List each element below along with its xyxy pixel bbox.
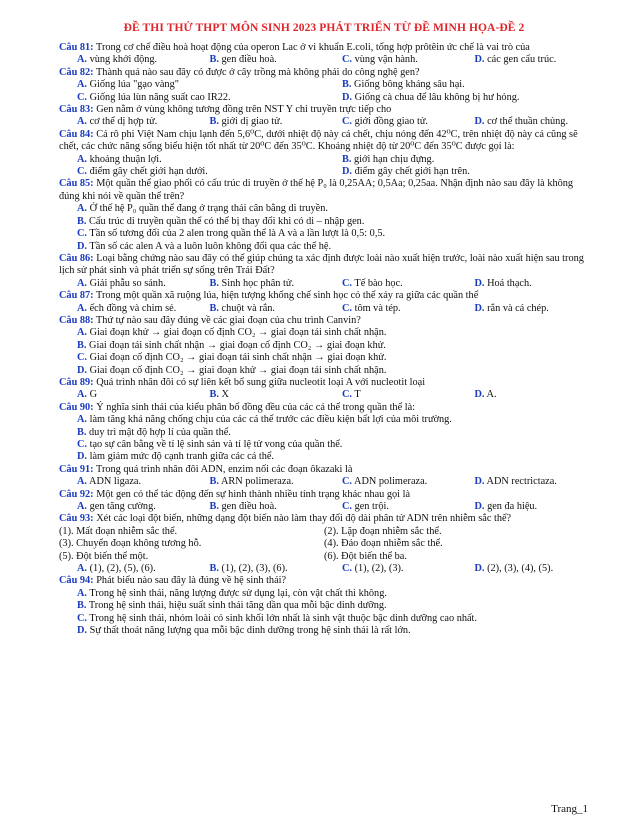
option-text: làm giảm mức độ cạnh tranh giữa các cá thể. (89, 451, 275, 463)
question-stem (59, 377, 589, 389)
option-text: gen tăng cường. (89, 501, 156, 513)
option-text: gen đa hiệu. (487, 501, 538, 513)
answer-option[interactable] (59, 241, 589, 253)
option-text: vùng khởi động. (89, 54, 158, 66)
answer-option[interactable] (324, 278, 457, 290)
statement-item: (6). Đột biến thể ba. (324, 550, 407, 562)
option-letter: C. (342, 54, 353, 66)
option-text: Giai đoạn cố định CO₂ → giai đoạn tái sinh chất nhận → giai đoạn khử. (89, 352, 387, 364)
question-text: Một quần thể giao phối có cấu trúc di truyền ở thế hệ P₀ là 0,25AA; 0,5Aa; 0,25aa. Nhận định nào sau đây là không đúng khi nói về quần thể trên? (59, 178, 574, 202)
statement-list (59, 526, 589, 563)
answer-option[interactable] (457, 278, 590, 290)
question-text: Trong quá trình nhân đôi ADN, enzim nối các đoạn ôkazaki là (96, 463, 353, 475)
question-number: Câu 81: (59, 42, 94, 53)
option-letter: A. (77, 587, 88, 599)
statement-item: (5). Đột biến thể một. (59, 550, 149, 562)
answer-option[interactable] (59, 154, 324, 166)
answer-options (59, 389, 589, 401)
answer-option[interactable] (192, 501, 325, 513)
option-text: Giai đoạn cố định CO₂ → giai đoạn khử → giai đoạn tái sinh chất nhận. (89, 364, 387, 376)
answer-option[interactable] (192, 303, 325, 315)
question-stem (59, 315, 589, 327)
option-letter: D. (77, 625, 88, 637)
option-text: chuột và rắn. (221, 302, 275, 314)
option-text: Cấu trúc di truyền quần thể có thể bị thay đổi khi có di – nhập gen. (89, 215, 365, 227)
option-letter: C. (342, 563, 353, 575)
question-number: Câu 84: (59, 128, 94, 140)
question-stem (59, 489, 589, 501)
option-letter: B. (209, 389, 219, 401)
answer-options (59, 563, 589, 575)
answer-option[interactable] (192, 563, 325, 575)
answer-option[interactable] (59, 563, 192, 575)
option-letter: A. (77, 414, 88, 426)
question-block (59, 129, 589, 179)
statement-item: (1). Mất đoạn nhiễm sắc thể. (59, 525, 178, 537)
question-list (59, 42, 589, 638)
option-letter: D. (474, 277, 485, 289)
option-letter: B. (209, 54, 219, 66)
page-footer: Trang_1 (551, 803, 588, 815)
option-letter: A. (77, 203, 88, 215)
answer-options (59, 116, 589, 128)
option-text: (1), (2), (3), (6). (221, 563, 288, 575)
answer-option[interactable] (59, 600, 589, 612)
question-number: Câu 88: (59, 314, 94, 326)
statement-item: (3). Chuyển đoạn không tương hỗ. (59, 538, 202, 550)
option-letter: D. (474, 302, 485, 314)
option-text: khoảng thuận lợi. (89, 153, 162, 165)
option-letter: B. (209, 302, 219, 314)
question-stem (59, 67, 589, 79)
question-stem (59, 129, 589, 154)
option-text: Giống lúa "gạo vàng" (89, 79, 179, 91)
option-letter: B. (342, 153, 352, 165)
option-letter: B. (209, 116, 219, 128)
question-block (59, 402, 589, 464)
option-text: Trong hệ sinh thái, hiệu suất sinh thái tăng dần qua mỗi bậc dinh dưỡng. (88, 600, 387, 612)
question-block (59, 377, 589, 402)
statement-item: (2). Lặp đoạn nhiễm sắc thể. (324, 525, 442, 537)
question-text: Trong một quần xã ruộng lúa, hiện tượng khống chế sinh học có thể xảy ra giữa các quần thể (96, 290, 479, 302)
option-letter: A. (77, 302, 88, 314)
question-stem (59, 253, 589, 278)
option-letter: A. (77, 563, 88, 575)
option-text: Giai đoạn khử → giai đoạn cố định CO₂ → giai đoạn tái sinh chất nhận. (89, 327, 387, 339)
option-text: Tần số tương đối của 2 alen trong quần thể là A và a lần lượt là 0,5: 0,5. (89, 228, 386, 240)
answer-option[interactable] (324, 54, 457, 66)
question-text: Ý nghĩa sinh thái của kiểu phân bố đồng đều của các cá thể trong quần thể là: (96, 401, 416, 413)
exam-title: ĐỀ THI THỬ THPT MÔN SINH 2023 PHÁT TRIỂN TỪ ĐỀ MINH HỌA-ĐỀ 2 (123, 22, 525, 34)
answer-option[interactable] (457, 389, 590, 401)
option-text: X (221, 389, 229, 401)
option-text: (2), (3), (4), (5). (487, 563, 554, 575)
question-text: Cá rô phi Việt Nam chịu lạnh đến 5,6⁰C, dưới nhiệt độ này cá chết, chịu nóng đến 42⁰C, trên nhiệt độ này cá cũng sẽ chết, các chức năng sống biểu hiện tốt nhất từ 20⁰C đến 35⁰C. Khoảng nhiệt độ từ 20⁰C đến 35⁰C được gọi là: (59, 128, 578, 153)
option-letter: C. (77, 91, 88, 103)
answer-option[interactable] (59, 203, 589, 215)
option-text: điểm gây chết giới hạn dưới. (89, 166, 208, 178)
option-letter: C. (77, 352, 88, 364)
answer-option[interactable] (59, 278, 192, 290)
answer-option[interactable] (457, 501, 590, 513)
option-text: gen điều hoà. (221, 501, 277, 513)
answer-option[interactable] (192, 54, 325, 66)
question-text: Phát biểu nào sau đây là đúng về hệ sinh thái? (96, 575, 287, 587)
option-letter: C. (77, 612, 88, 624)
option-text: Tế bào học. (354, 277, 403, 289)
question-block (59, 464, 589, 489)
option-text: giới hạn chịu đựng. (354, 153, 435, 165)
answer-option[interactable] (457, 303, 590, 315)
answer-option[interactable] (59, 414, 589, 426)
question-text: Một gen có thể tác động đến sự hình thành nhiều tính trạng khác nhau gọi là (96, 488, 411, 500)
option-text: Ở thế hệ P₀ quần thể đang ở trạng thái cân bằng di truyền. (89, 203, 328, 215)
question-block (59, 42, 589, 67)
question-block (59, 315, 589, 377)
question-number: Câu 93: (59, 513, 94, 525)
answer-options (59, 278, 589, 290)
answer-options (59, 501, 589, 513)
option-text: ếch đồng và chim sẻ. (89, 302, 177, 314)
answer-option[interactable] (59, 476, 192, 488)
option-text: Giống cà chua để lâu không bị hư hỏng. (354, 91, 520, 103)
option-text: Tần số các alen A và a luôn luôn không đổi qua các thế hệ. (89, 240, 332, 252)
answer-option[interactable] (192, 389, 325, 401)
option-letter: B. (77, 426, 87, 438)
question-text: Thứ tự nào sau đây đúng về các giai đoạn của chu trình Canvin? (96, 314, 361, 326)
option-text: rắn và cá chép. (487, 302, 549, 314)
question-number: Câu 85: (59, 178, 94, 190)
option-text: giới đồng giao tử. (354, 116, 428, 128)
question-number: Câu 83: (59, 104, 94, 116)
exam-page (59, 18, 589, 638)
question-block (59, 67, 589, 104)
answer-options (59, 154, 589, 179)
question-stem (59, 575, 589, 587)
answer-option[interactable] (59, 327, 589, 339)
option-text: gen điều hoà. (221, 54, 277, 66)
option-text: điểm gây chết giới hạn trên. (354, 166, 470, 178)
answer-option[interactable] (59, 340, 589, 352)
question-text: Gen nằm ở vùng không tương đồng trên NST Y chỉ truyền trực tiếp cho (96, 104, 392, 116)
option-text: ADN rectrictaza. (486, 476, 557, 488)
answer-options (59, 327, 589, 377)
answer-options (59, 54, 589, 66)
answer-option[interactable] (324, 154, 589, 166)
question-text: Trong cơ chế điều hoà hoạt động của operon Lac ở vi khuẩn E.coli, tổng hợp prôtêin ức chế là vai trò của (96, 42, 530, 53)
option-text: T (354, 389, 361, 401)
answer-option[interactable] (192, 116, 325, 128)
option-letter: C. (77, 166, 88, 178)
question-stem (59, 178, 589, 203)
question-text: Quá trình nhân đôi có sự liên kết bổ sung giữa nucleotit loại A với nucleotit loại (96, 376, 426, 388)
question-text: Thành quả nào sau đây có được ở cây trồng mà không phải do công nghệ gen? (96, 66, 420, 78)
option-text: Giống bông kháng sâu hại. (354, 79, 465, 91)
question-text: Loại bằng chứng nào sau đây có thể giúp chúng ta xác định được loài nào xuất hiện trước, loài nào xuất hiện sau trong lịch sử phát sinh và phát triển sự sống trên Trái Đất? (59, 252, 584, 277)
question-text: Xét các loại đột biến, những dạng đột biến nào làm thay đổi độ dài phân tử ADN trên nhiễm sắc thể? (96, 513, 512, 525)
option-text: cơ thể thuần chủng. (487, 116, 569, 128)
option-text: Trong hệ sinh thái, nhóm loài có sinh khối lớn nhất là sinh vật thuộc bậc dinh dưỡng cao nhất. (89, 612, 477, 624)
option-letter: D. (77, 240, 88, 252)
option-letter: A. (77, 476, 88, 488)
option-letter: B. (209, 476, 219, 488)
option-letter: D. (474, 116, 485, 128)
option-letter: B. (77, 215, 87, 227)
question-number: Câu 89: (59, 376, 94, 388)
question-number: Câu 82: (59, 66, 94, 78)
answer-option[interactable] (59, 352, 589, 364)
option-text: Giống lúa lùn năng suất cao IR22. (89, 91, 231, 103)
option-text: (1), (2), (5), (6). (89, 563, 156, 575)
option-text: A. (486, 389, 497, 401)
option-text: tạo sự cân bằng về tỉ lệ sinh sản và tỉ lệ tử vong của quần thể. (89, 439, 343, 450)
option-text: Giai đoạn tái sinh chất nhận → giai đoạn cố định CO₂ → giai đoạn khử. (89, 339, 386, 351)
answer-option[interactable] (59, 54, 192, 66)
answer-option[interactable] (192, 278, 325, 290)
answer-option[interactable] (324, 92, 589, 104)
option-letter: B. (77, 339, 87, 351)
question-block (59, 178, 589, 252)
question-number: Câu 87: (59, 290, 94, 302)
answer-options (59, 303, 589, 315)
question-stem (59, 513, 589, 525)
option-letter: A. (77, 116, 88, 128)
option-letter: A. (77, 389, 88, 401)
option-letter: B. (209, 563, 219, 575)
answer-options (59, 476, 589, 488)
answer-option[interactable] (324, 116, 457, 128)
option-text: làm tăng khả năng chống chịu của các cá thể trước các điều kiện bất lợi của môi trường. (89, 414, 452, 426)
answer-option[interactable] (59, 501, 192, 513)
option-text: Sự thất thoát năng lượng qua mỗi bậc dinh dưỡng trong hệ sinh thái là rất lớn. (89, 625, 411, 637)
answer-option[interactable] (59, 365, 589, 377)
question-number: Câu 92: (59, 488, 94, 500)
option-letter: D. (342, 91, 353, 103)
answer-option[interactable] (59, 216, 589, 228)
option-letter: A. (77, 501, 88, 513)
answer-options (59, 588, 589, 638)
option-text: giới dị giao tử. (221, 116, 283, 128)
option-letter: D. (474, 54, 485, 66)
option-letter: C. (342, 476, 353, 488)
answer-options (59, 414, 589, 464)
question-block (59, 253, 589, 290)
answer-option[interactable] (192, 476, 325, 488)
option-letter: C. (342, 116, 353, 128)
option-text: vùng vận hành. (354, 54, 418, 66)
answer-option[interactable] (457, 54, 590, 66)
answer-option[interactable] (59, 588, 589, 600)
option-letter: D. (77, 451, 88, 463)
option-letter: A. (77, 277, 88, 289)
option-text: duy trì mật độ hợp lí của quần thể. (89, 426, 231, 438)
answer-option[interactable] (457, 563, 590, 575)
option-letter: A. (77, 54, 88, 66)
option-letter: D. (77, 364, 88, 376)
option-text: gen trội. (354, 501, 389, 513)
question-number: Câu 91: (59, 463, 94, 475)
option-letter: A. (77, 153, 88, 165)
answer-option[interactable] (324, 166, 589, 178)
question-stem (59, 402, 589, 414)
option-letter: D. (474, 563, 485, 575)
question-number: Câu 86: (59, 252, 94, 264)
statement-item: (4). Đảo đoạn nhiễm sắc thể. (324, 538, 443, 550)
question-block (59, 290, 589, 315)
option-text: cơ thể dị hợp tử. (89, 116, 158, 128)
option-text: ADN ligaza. (89, 476, 142, 488)
option-letter: C. (342, 277, 353, 289)
option-text: (1), (2), (3). (354, 563, 404, 575)
option-letter: C. (77, 228, 88, 240)
option-text: Trong hệ sinh thái, năng lượng được sử dụng lại, còn vật chất thì không. (89, 587, 387, 599)
option-text: Hoá thạch. (487, 277, 532, 289)
option-text: ADN polimeraza. (354, 476, 428, 488)
question-stem (59, 290, 589, 302)
answer-options (59, 203, 589, 253)
answer-option[interactable] (59, 116, 192, 128)
answer-option[interactable] (324, 389, 457, 401)
option-text: G (89, 389, 98, 401)
option-letter: C. (342, 389, 353, 401)
option-text: Giải phẫu so sánh. (89, 277, 166, 289)
answer-option[interactable] (324, 563, 457, 575)
question-block (59, 489, 589, 514)
answer-option[interactable] (59, 389, 192, 401)
answer-option[interactable] (59, 303, 192, 315)
option-letter: B. (209, 501, 219, 513)
option-letter: D. (342, 166, 353, 178)
answer-option[interactable] (324, 501, 457, 513)
question-block (59, 575, 589, 637)
option-letter: D. (474, 389, 485, 401)
question-stem (59, 42, 589, 54)
option-letter: C. (342, 302, 353, 314)
option-text: tôm và tép. (354, 302, 401, 314)
option-letter: C. (342, 501, 353, 513)
answer-option[interactable] (59, 92, 324, 104)
answer-option[interactable] (59, 166, 324, 178)
question-block (59, 104, 589, 129)
question-block (59, 513, 589, 575)
answer-option[interactable] (324, 476, 457, 488)
option-letter: B. (342, 79, 352, 91)
option-letter: D. (474, 476, 485, 488)
answer-option[interactable] (457, 476, 590, 488)
answer-options (59, 79, 589, 104)
option-letter: A. (77, 79, 88, 91)
answer-option[interactable] (59, 79, 324, 91)
answer-option[interactable] (59, 625, 589, 637)
answer-option[interactable] (59, 228, 589, 240)
option-text: Sinh học phân tử. (221, 277, 295, 289)
option-letter: B. (77, 600, 87, 612)
option-text: ARN polimeraza. (220, 476, 294, 488)
answer-option[interactable] (457, 116, 590, 128)
option-letter: A. (77, 327, 88, 339)
question-stem (59, 104, 589, 116)
option-text: các gen cấu trúc. (487, 54, 557, 66)
question-number: Câu 90: (59, 401, 94, 413)
question-number: Câu 94: (59, 575, 94, 587)
answer-option[interactable] (59, 439, 589, 451)
question-stem (59, 464, 589, 476)
option-letter: B. (209, 277, 219, 289)
option-letter: D. (474, 501, 485, 513)
answer-option[interactable] (59, 427, 589, 439)
answer-option[interactable] (324, 303, 457, 315)
answer-option[interactable] (59, 451, 589, 463)
option-letter: C. (77, 439, 88, 450)
answer-option[interactable] (59, 613, 589, 625)
answer-option[interactable] (324, 79, 589, 91)
